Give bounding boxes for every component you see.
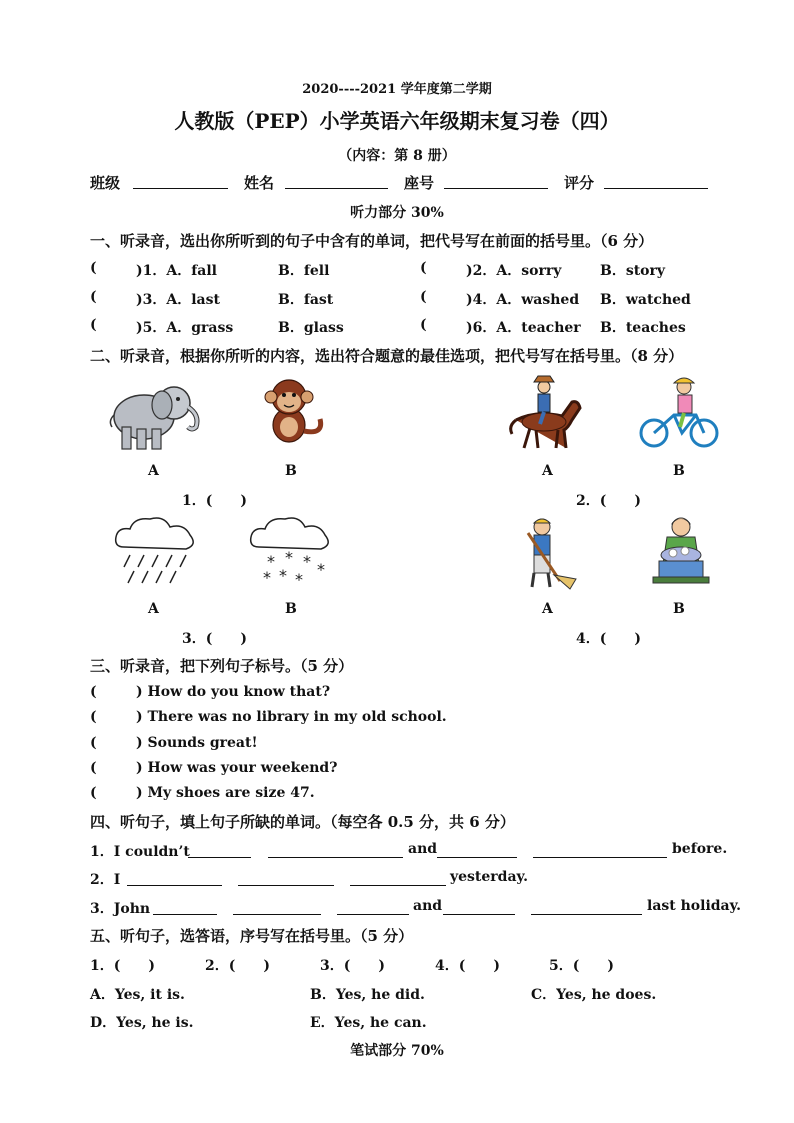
fill-line-1-end: before. [672,841,728,857]
section5-title: 五、听句子，选答语，序号写在括号里。（5 分） [90,927,414,945]
question-option-b: B．story [600,263,666,279]
question-option-a: )6．A．teacher [466,320,581,336]
sentence-text: ) Sounds great! [136,735,258,751]
answer-paren[interactable]: ( [90,735,97,751]
answer-paren[interactable]: ( [90,289,97,305]
section4-title: 四、听句子，填上句子所缺的单词。（每空各 0.5 分，共 6 分） [90,813,515,831]
svg-text:*: * [317,560,325,579]
option-a-label: A [148,463,159,479]
fill-blank[interactable] [337,900,409,915]
answer-paren[interactable]: ( [90,785,97,801]
sentence-text: ) How do you know that? [136,684,331,700]
rain-cloud-picture [110,515,200,589]
written-heading: 笔试部分 70% [350,1043,444,1059]
fill-blank[interactable] [533,843,667,858]
fill-blank[interactable] [443,900,515,915]
fill-line-2-start: 2．I [90,872,121,888]
monkey-picture [254,375,329,447]
question-option-b: B．fell [278,263,330,279]
fill-line-3-end: last holiday. [647,898,742,914]
question-option-a: )2．A．sorry [466,263,562,279]
question-answer-slot[interactable]: 4．( ) [435,958,500,974]
answer-paren[interactable]: ( [90,317,97,333]
answer-option: C．Yes, he does. [531,987,657,1003]
option-a-label: A [148,601,159,617]
answer-option: B．Yes, he did. [310,987,425,1003]
option-b-label: B [285,463,297,479]
fill-line-1-and: and [408,841,438,857]
listening-heading: 听力部分 30% [350,205,444,221]
fill-blank[interactable] [437,843,517,858]
answer-paren[interactable]: ( [90,760,97,776]
page-subtitle: （内容：第 8 册） [338,148,456,164]
answer-option: A．Yes, it is. [90,987,185,1003]
option-b-label: B [285,601,297,617]
name-label: 姓名 [244,174,275,192]
answer-paren[interactable]: ( [90,684,97,700]
option-b-label: B [673,463,685,479]
snow-cloud-picture [245,515,335,589]
question-answer-slot[interactable]: 2．( ) [205,958,270,974]
question-answer-slot[interactable]: 3．( ) [182,631,247,647]
svg-text:*: * [279,566,287,585]
sentence-text: ) How was your weekend? [136,760,338,776]
answer-paren[interactable]: ( [420,289,427,305]
girl-bicycle-picture [638,375,722,449]
question-option-a: )5．A．grass [136,320,234,336]
question-option-a: )4．A．washed [466,292,580,308]
score-blank[interactable] [604,174,708,189]
question-option-b: B．fast [278,292,334,308]
elephant-picture [104,375,204,455]
fill-blank[interactable] [350,871,446,886]
class-blank[interactable] [133,174,228,189]
answer-option: D．Yes, he is. [90,1015,194,1031]
class-label: 班级 [90,174,121,192]
fill-blank[interactable] [127,871,222,886]
fill-line-2-end: yesterday. [450,869,528,885]
answer-paren[interactable]: ( [420,317,427,333]
sentence-text: ) My shoes are size 47. [136,785,315,801]
cowboy-horse-picture [506,372,586,452]
section3-title: 三、听录音，把下列句子标号。（5 分） [90,657,354,675]
fill-blank[interactable] [153,900,217,915]
seat-blank[interactable] [444,174,548,189]
svg-text:*: * [295,570,303,589]
fill-blank[interactable] [531,900,642,915]
sentence-text: ) There was no library in my old school. [136,709,447,725]
name-blank[interactable] [285,174,388,189]
question-option-a: )3．A．last [136,292,220,308]
question-answer-slot[interactable]: 2．( ) [576,493,641,509]
fill-line-3-start: 3．John [90,901,151,917]
question-answer-slot[interactable]: 3．( ) [320,958,385,974]
svg-text:*: * [267,552,275,571]
fill-blank[interactable] [188,843,251,858]
fill-blank[interactable] [268,843,403,858]
section2-title: 二、听录音，根据你所听的内容，选出符合题意的最佳选项，把代号写在括号里。（8 分） [90,347,684,365]
page-title: 人教版（PEP）小学英语六年级期末复习卷（四） [174,109,620,133]
option-b-label: B [673,601,685,617]
score-label: 评分 [564,174,595,192]
svg-text:*: * [263,568,271,587]
question-option-b: B．watched [600,292,691,308]
section1-title: 一、听录音，选出你所听到的句子中含有的单词，把代号写在前面的括号里。（6 分） [90,232,654,250]
answer-paren[interactable]: ( [420,260,427,276]
question-answer-slot[interactable]: 1．( ) [182,493,247,509]
question-option-a: )1．A．fall [136,263,217,279]
fill-line-3-and: and [413,898,443,914]
boy-sweeping-picture [520,515,580,591]
question-answer-slot[interactable]: 5．( ) [549,958,614,974]
fill-blank[interactable] [238,871,334,886]
question-answer-slot[interactable]: 4．( ) [576,631,641,647]
option-a-label: A [542,463,553,479]
question-option-b: B．teaches [600,320,686,336]
option-a-label: A [542,601,553,617]
school-year: 2020----2021 学年度第二学期 [302,82,492,97]
question-option-b: B．glass [278,320,344,336]
fill-blank[interactable] [233,900,321,915]
svg-text:*: * [303,552,311,571]
question-answer-slot[interactable]: 1．( ) [90,958,155,974]
seat-label: 座号 [404,174,435,192]
answer-paren[interactable]: ( [90,709,97,725]
fill-line-1-start: 1．I couldn’t [90,844,190,860]
woman-washing-picture [645,515,717,589]
svg-text:*: * [285,548,293,567]
answer-option: E．Yes, he can. [310,1015,427,1031]
answer-paren[interactable]: ( [90,260,97,276]
